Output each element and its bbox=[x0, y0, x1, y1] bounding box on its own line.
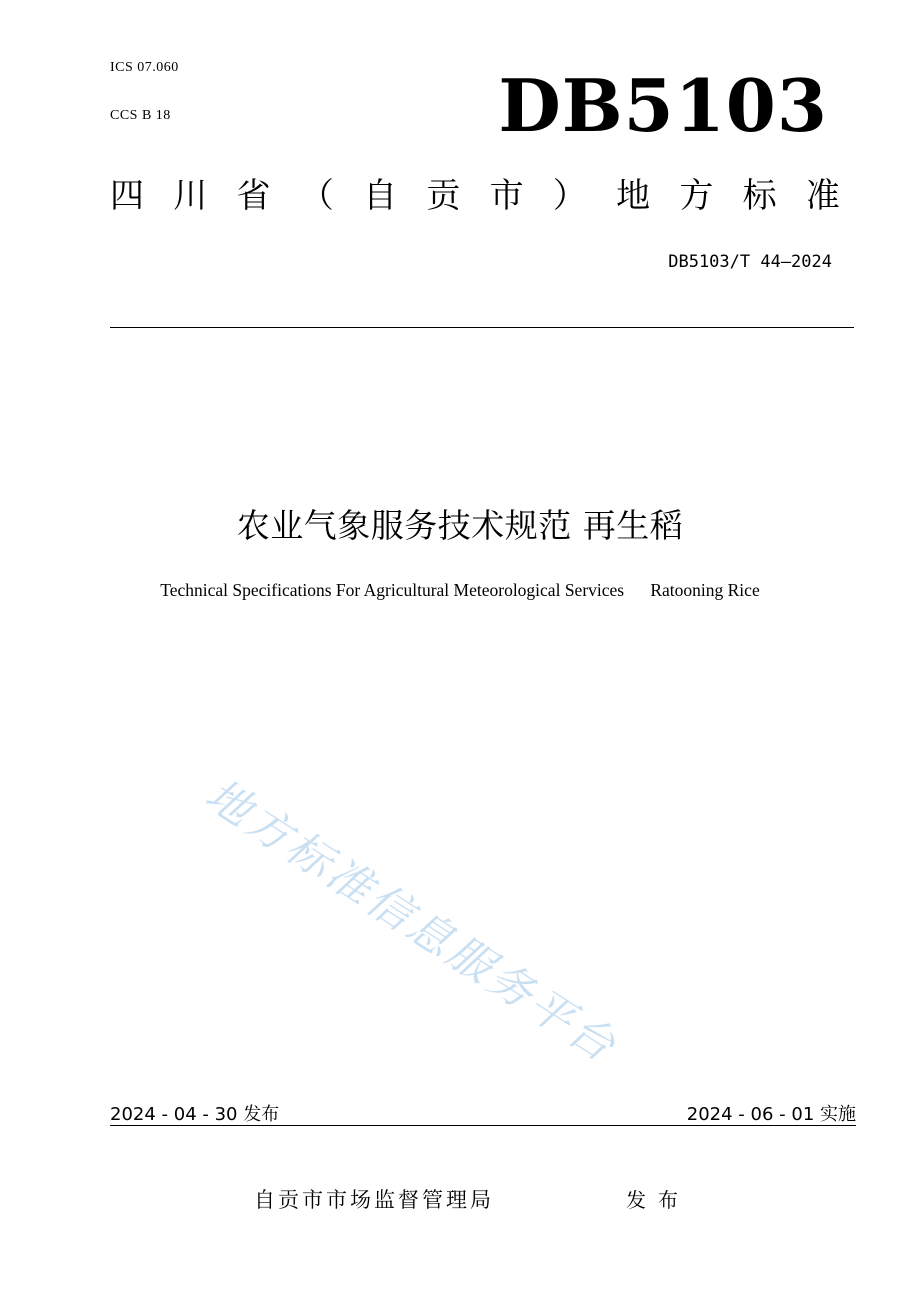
ics-code: ICS 07.060 bbox=[110, 60, 179, 75]
standard-code-logo: DB5103 bbox=[498, 63, 828, 148]
publish-label: 发布 bbox=[626, 1188, 690, 1212]
title-char: ） bbox=[552, 176, 587, 216]
title-char: 川 bbox=[173, 176, 208, 216]
watermark: 地方标准信息服务平台 bbox=[196, 769, 627, 1074]
ccs-code: CCS B 18 bbox=[110, 108, 171, 123]
effective-date: 2024 - 06 - 01 实施 bbox=[686, 1104, 856, 1125]
title-char: 市 bbox=[489, 176, 524, 216]
footer-divider bbox=[110, 1125, 856, 1126]
title-char: （ bbox=[299, 176, 334, 216]
standard-category-title bbox=[110, 178, 840, 215]
title-char: 准 bbox=[805, 176, 840, 216]
document-title: 农业气象服务技术规范 再生稻 bbox=[236, 506, 684, 545]
title-char: 方 bbox=[679, 176, 714, 216]
document-subtitle-english: Technical Specifications For Agricultural Meteorological Services Ratooning Rice bbox=[160, 580, 760, 600]
standard-number: DB5103/T 44—2024 bbox=[668, 252, 832, 272]
title-char: 标 bbox=[742, 176, 777, 216]
release-date: 2024 - 04 - 30 发布 bbox=[110, 1104, 280, 1125]
header-divider bbox=[110, 327, 854, 328]
title-char: 省 bbox=[236, 176, 271, 216]
title-char: 地 bbox=[616, 176, 651, 216]
title-char: 自 bbox=[363, 176, 398, 216]
publisher-name: 自贡市市场监督管理局 bbox=[254, 1188, 494, 1212]
title-char: 四 bbox=[110, 176, 144, 216]
title-char: 贡 bbox=[426, 176, 461, 216]
